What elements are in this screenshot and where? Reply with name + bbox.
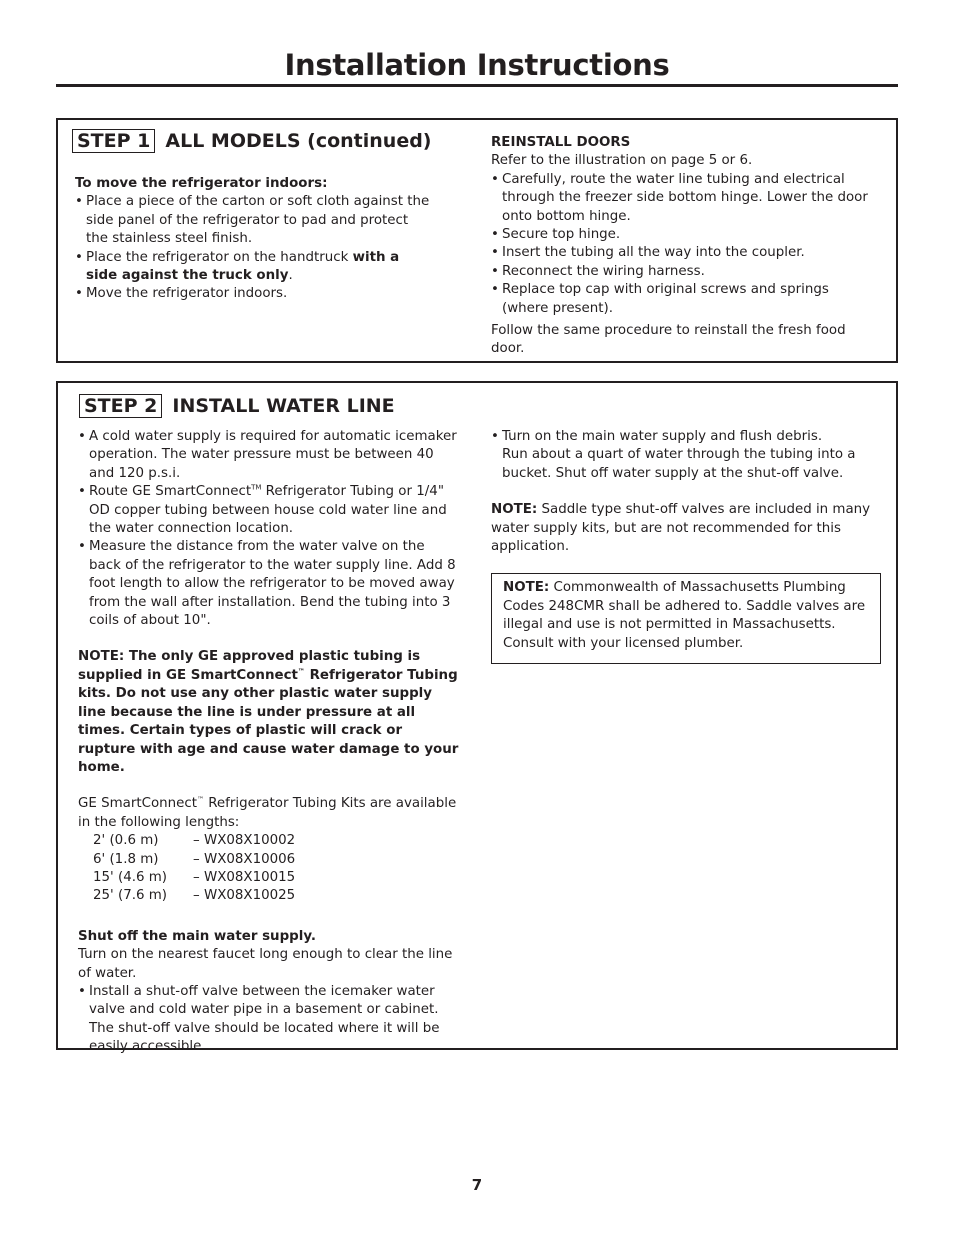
list-item-text: Route GE SmartConnect [89,484,252,500]
water-supply-list [78,428,460,630]
move-indoors-list [75,193,430,303]
shutoff-text: Turn on the nearest faucet long enough to clear the line of water. [78,947,453,981]
saddle-valve-note [491,501,881,556]
massachusetts-note [503,579,869,653]
kits-row [93,851,460,869]
step1-tag: STEP 1 [72,129,155,153]
reinstall-doors-heading: REINSTALL DOORS [491,135,631,150]
list-item: • Move the refrigerator indoors. [75,285,430,303]
kit-length: 25' (7.6 m) [93,888,168,904]
list-item: • Measure the distance from the water valve on the back of the refrigerator to the water supply line. Add 8 foot length to allow the refrigerator to be moved away from the wall after installation. Bend the tubing into 3 coils of about 10". [78,538,460,630]
step2-left-column [78,428,460,1057]
reinstall-closing: Follow the same procedure to reinstall the fresh food door. [491,323,846,357]
list-item: • Carefully, route the water line tubing and electrical through the freezer side bottom hinge. Lower the door onto bottom hinge. [491,171,876,226]
kits-row [93,832,460,850]
kit-length: 2' (0.6 m) [93,833,159,849]
kit-part: – WX08X10002 [193,833,296,849]
page-title: Installation Instructions [284,48,670,82]
move-indoors-heading: To move the refrigerator indoors: [75,176,328,191]
list-item-text: Refrigerator Tubing or 1/4" OD copper tubing between house cold water line and the water connection location. [89,484,447,537]
list-item-text: Run about a quart of water through the tubing into a bucket. Shut off water supply at the shut-off valve. [502,447,856,481]
kit-length: 6' (1.8 m) [93,851,159,867]
step2-right-column [491,428,881,664]
list-item-text: . [288,268,293,284]
kits-intro-text: GE SmartConnect [78,796,197,812]
trademark-mark: ™ [297,667,305,676]
step2-title: INSTALL WATER LINE [172,395,395,417]
kits-intro [78,795,460,832]
kits-row [93,869,460,887]
kits-intro-text: Refrigerator Tubing Kits are available in the following lengths: [78,796,457,830]
kits-row [93,887,460,905]
massachusetts-note-box [491,573,881,664]
tubing-warning-note [78,648,460,777]
list-item: • Install a shut-off valve between the icemaker water valve and cold water pipe in a basement or cabinet. The shut-off valve should be located where it will be easily accessible. [78,983,460,1057]
note-label: NOTE: [491,502,538,518]
list-item: • A cold water supply is required for automatic icemaker operation. The water pressure must be between 40 and 120 p.s.i. [78,428,460,483]
list-item [78,483,460,538]
list-item: • Insert the tubing all the way into the coupler. [491,244,876,262]
shutoff-heading: Shut off the main water supply. [78,928,316,944]
list-item-text: Place the refrigerator on the handtruck [86,249,353,265]
list-item [491,428,881,483]
list-item [75,249,430,286]
step2-heading [79,395,395,417]
list-item: • Replace top cap with original screws and springs (where present). [491,281,876,318]
kit-part: – WX08X10025 [193,888,296,904]
reinstall-intro: Refer to the illustration on page 5 or 6. [491,153,753,169]
list-item-emphasis: with a side against the truck only [86,249,400,284]
list-item-text: Turn on the main water supply and flush debris. [502,429,823,444]
note-text: Refrigerator Tubing kits. Do not use any other plastic water supply line because the line is under pressure at all times. Certain types of plastic will crack or rupture with age and cause water damage to your home. [78,667,459,775]
shutoff-list [78,983,460,1057]
kit-length: 15' (4.6 m) [93,869,168,885]
step1-title: ALL MODELS (continued) [165,130,432,152]
list-item: • Reconnect the wiring harness. [491,263,876,281]
flush-list [491,428,881,483]
kit-part: – WX08X10006 [193,851,296,867]
page-number: 7 [471,1176,483,1194]
trademark-mark: TM [251,483,262,492]
note-text: Commonwealth of Massachusetts Plumbing Codes 248CMR shall be adhered to. Saddle valves are illegal and use is not permitted in Massachusetts. Consult with your licensed plumber. [503,580,866,651]
reinstall-list [491,171,876,318]
step1-section [56,118,898,363]
note-text: NOTE: The only GE approved plastic tubing is supplied in GE SmartConnect [78,649,421,683]
step2-section [56,381,898,1055]
list-item: • Place a piece of the carton or soft cloth against the side panel of the refrigerator to pad and protect the stainless steel finish. [75,193,430,248]
step1-heading [72,130,431,152]
note-text: Saddle type shut-off valves are included in many water supply kits, but are not recommended for this application. [491,502,871,555]
step1-left-column [75,175,430,304]
kits-table [78,832,460,906]
step2-tag: STEP 2 [79,394,162,418]
note-label: NOTE: [503,580,550,596]
trademark-mark: ™ [196,795,204,804]
kit-part: – WX08X10015 [193,869,296,885]
list-item: • Secure top hinge. [491,226,876,244]
title-divider [56,84,898,87]
step1-right-column [491,134,876,359]
